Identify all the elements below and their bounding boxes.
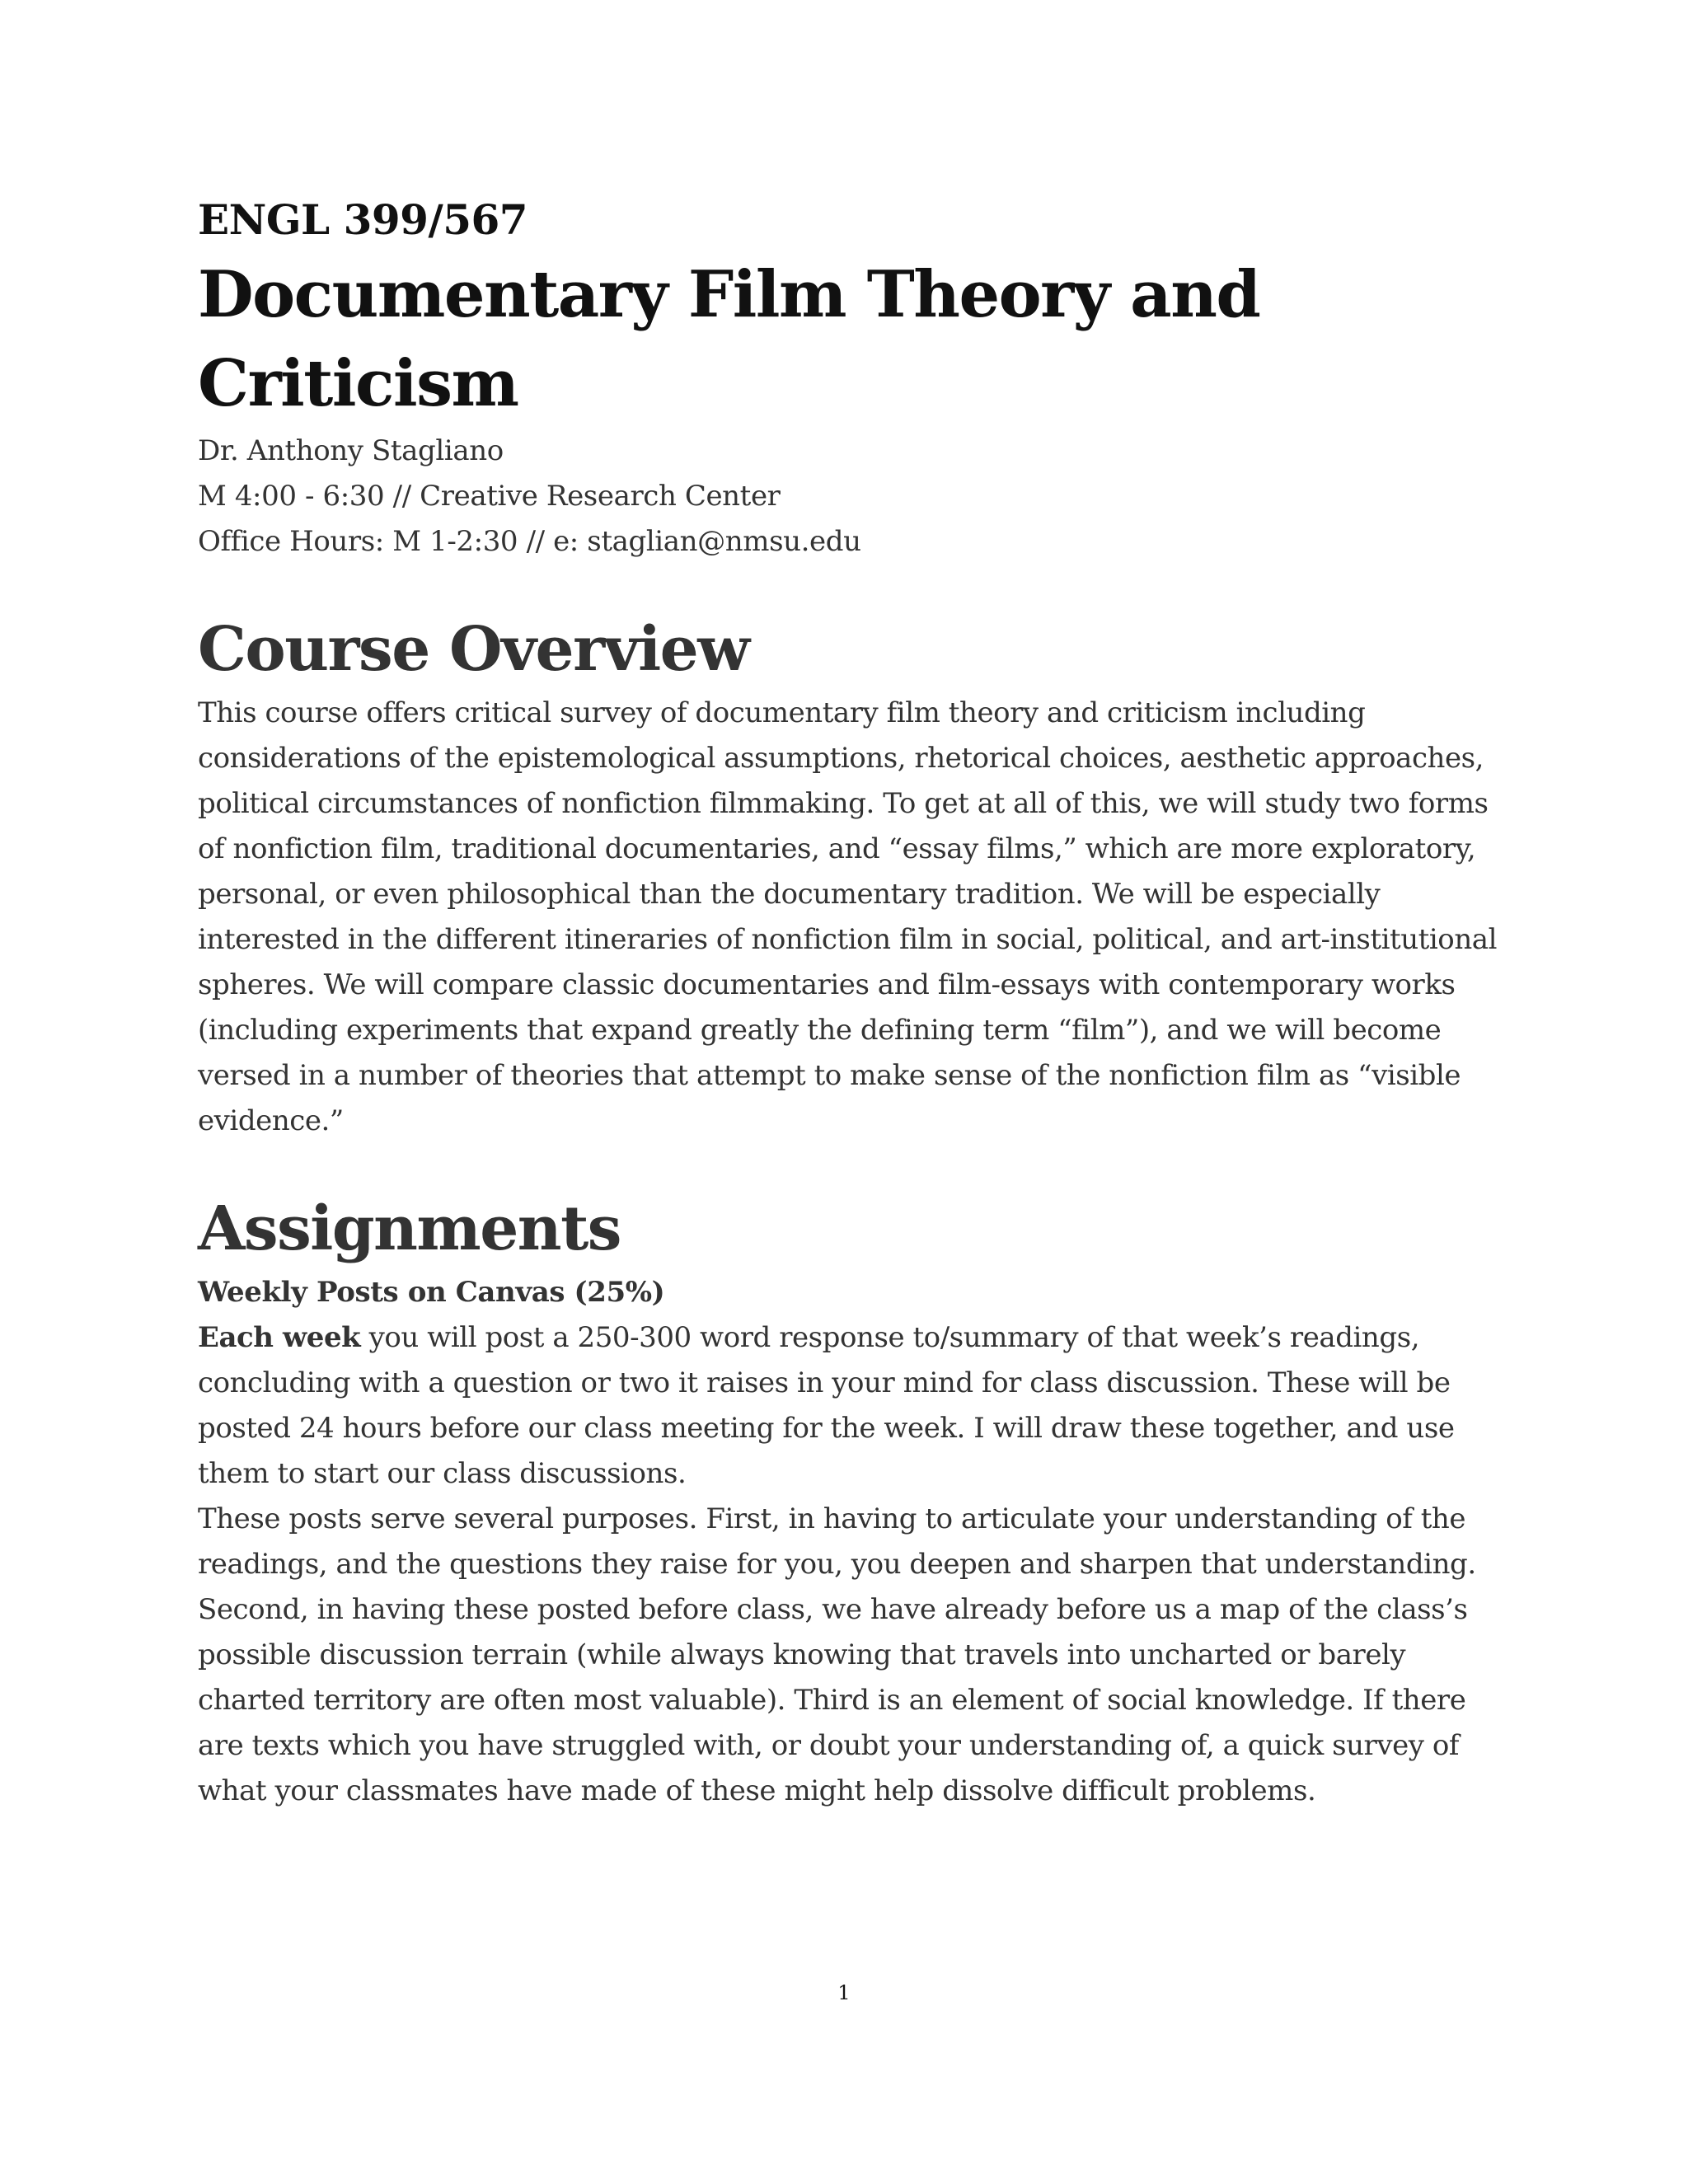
- weekly-posts-title: Weekly Posts on Canvas (25%): [198, 1276, 665, 1309]
- weekly-posts-description: [198, 1315, 1500, 1497]
- course-code: ENGL 399/567: [198, 195, 528, 244]
- assignments-heading: Assignments: [198, 1193, 621, 1264]
- course-overview-heading: Course Overview: [198, 614, 749, 685]
- weekly-posts-body: you will post a 250-300 word response to/summary of that week’s readings, concluding with a question or two it raises in your mind for class discussion. These will be posted 24 hours before our class meeting for the week. I will draw these together, and use them to start our class discussions.: [198, 1321, 1455, 1490]
- posts-purposes-text: These posts serve several purposes. First, in having to articulate your understanding of the readings, and the questions they raise for you, you deepen and sharpen that understanding. Second, in having these posted before class, we have already before us a map of the class’s possible discussion terrain (while always knowing that travels into uncharted or barely charted territory are often most valuable). Third is an element of social knowledge. If there are texts which you have struggled with, or doubt your understanding of, a quick survey of what your classmates have made of these might help dissolve difficult problems.: [198, 1502, 1476, 1807]
- course-title: Documentary Film Theory and Criticism: [198, 257, 1260, 421]
- office-hours: Office Hours: M 1-2:30 // e: staglian@nmsu.edu: [198, 525, 861, 558]
- course-meta: [198, 429, 1500, 565]
- instructor-name: Dr. Anthony Stagliano: [198, 434, 504, 467]
- page-number: 1: [837, 1981, 851, 2004]
- weekly-posts-lead: Each week: [198, 1321, 361, 1354]
- course-overview-text: This course offers critical survey of documentary film theory and criticism including considerations of the epistemological assumptions, rhetorical choices, aesthetic approaches, political circumstances of nonfiction filmmaking. To get at all of this, we will study two forms of nonfiction film, traditional documentaries, and “essay films,” which are more exploratory, personal, or even philosophical than the documentary tradition. We will be especially interested in the different itineraries of nonfiction film in social, political, and art-institutional spheres. We will compare classic documentaries and film-essays with contemporary works (including experiments that expand greatly the defining term “film”), and we will become versed in a number of theories that attempt to make sense of the nonfiction film as “visible evidence.”: [198, 696, 1498, 1137]
- class-schedule: M 4:00 - 6:30 // Creative Research Center: [198, 480, 781, 513]
- document-page: [198, 190, 1500, 1814]
